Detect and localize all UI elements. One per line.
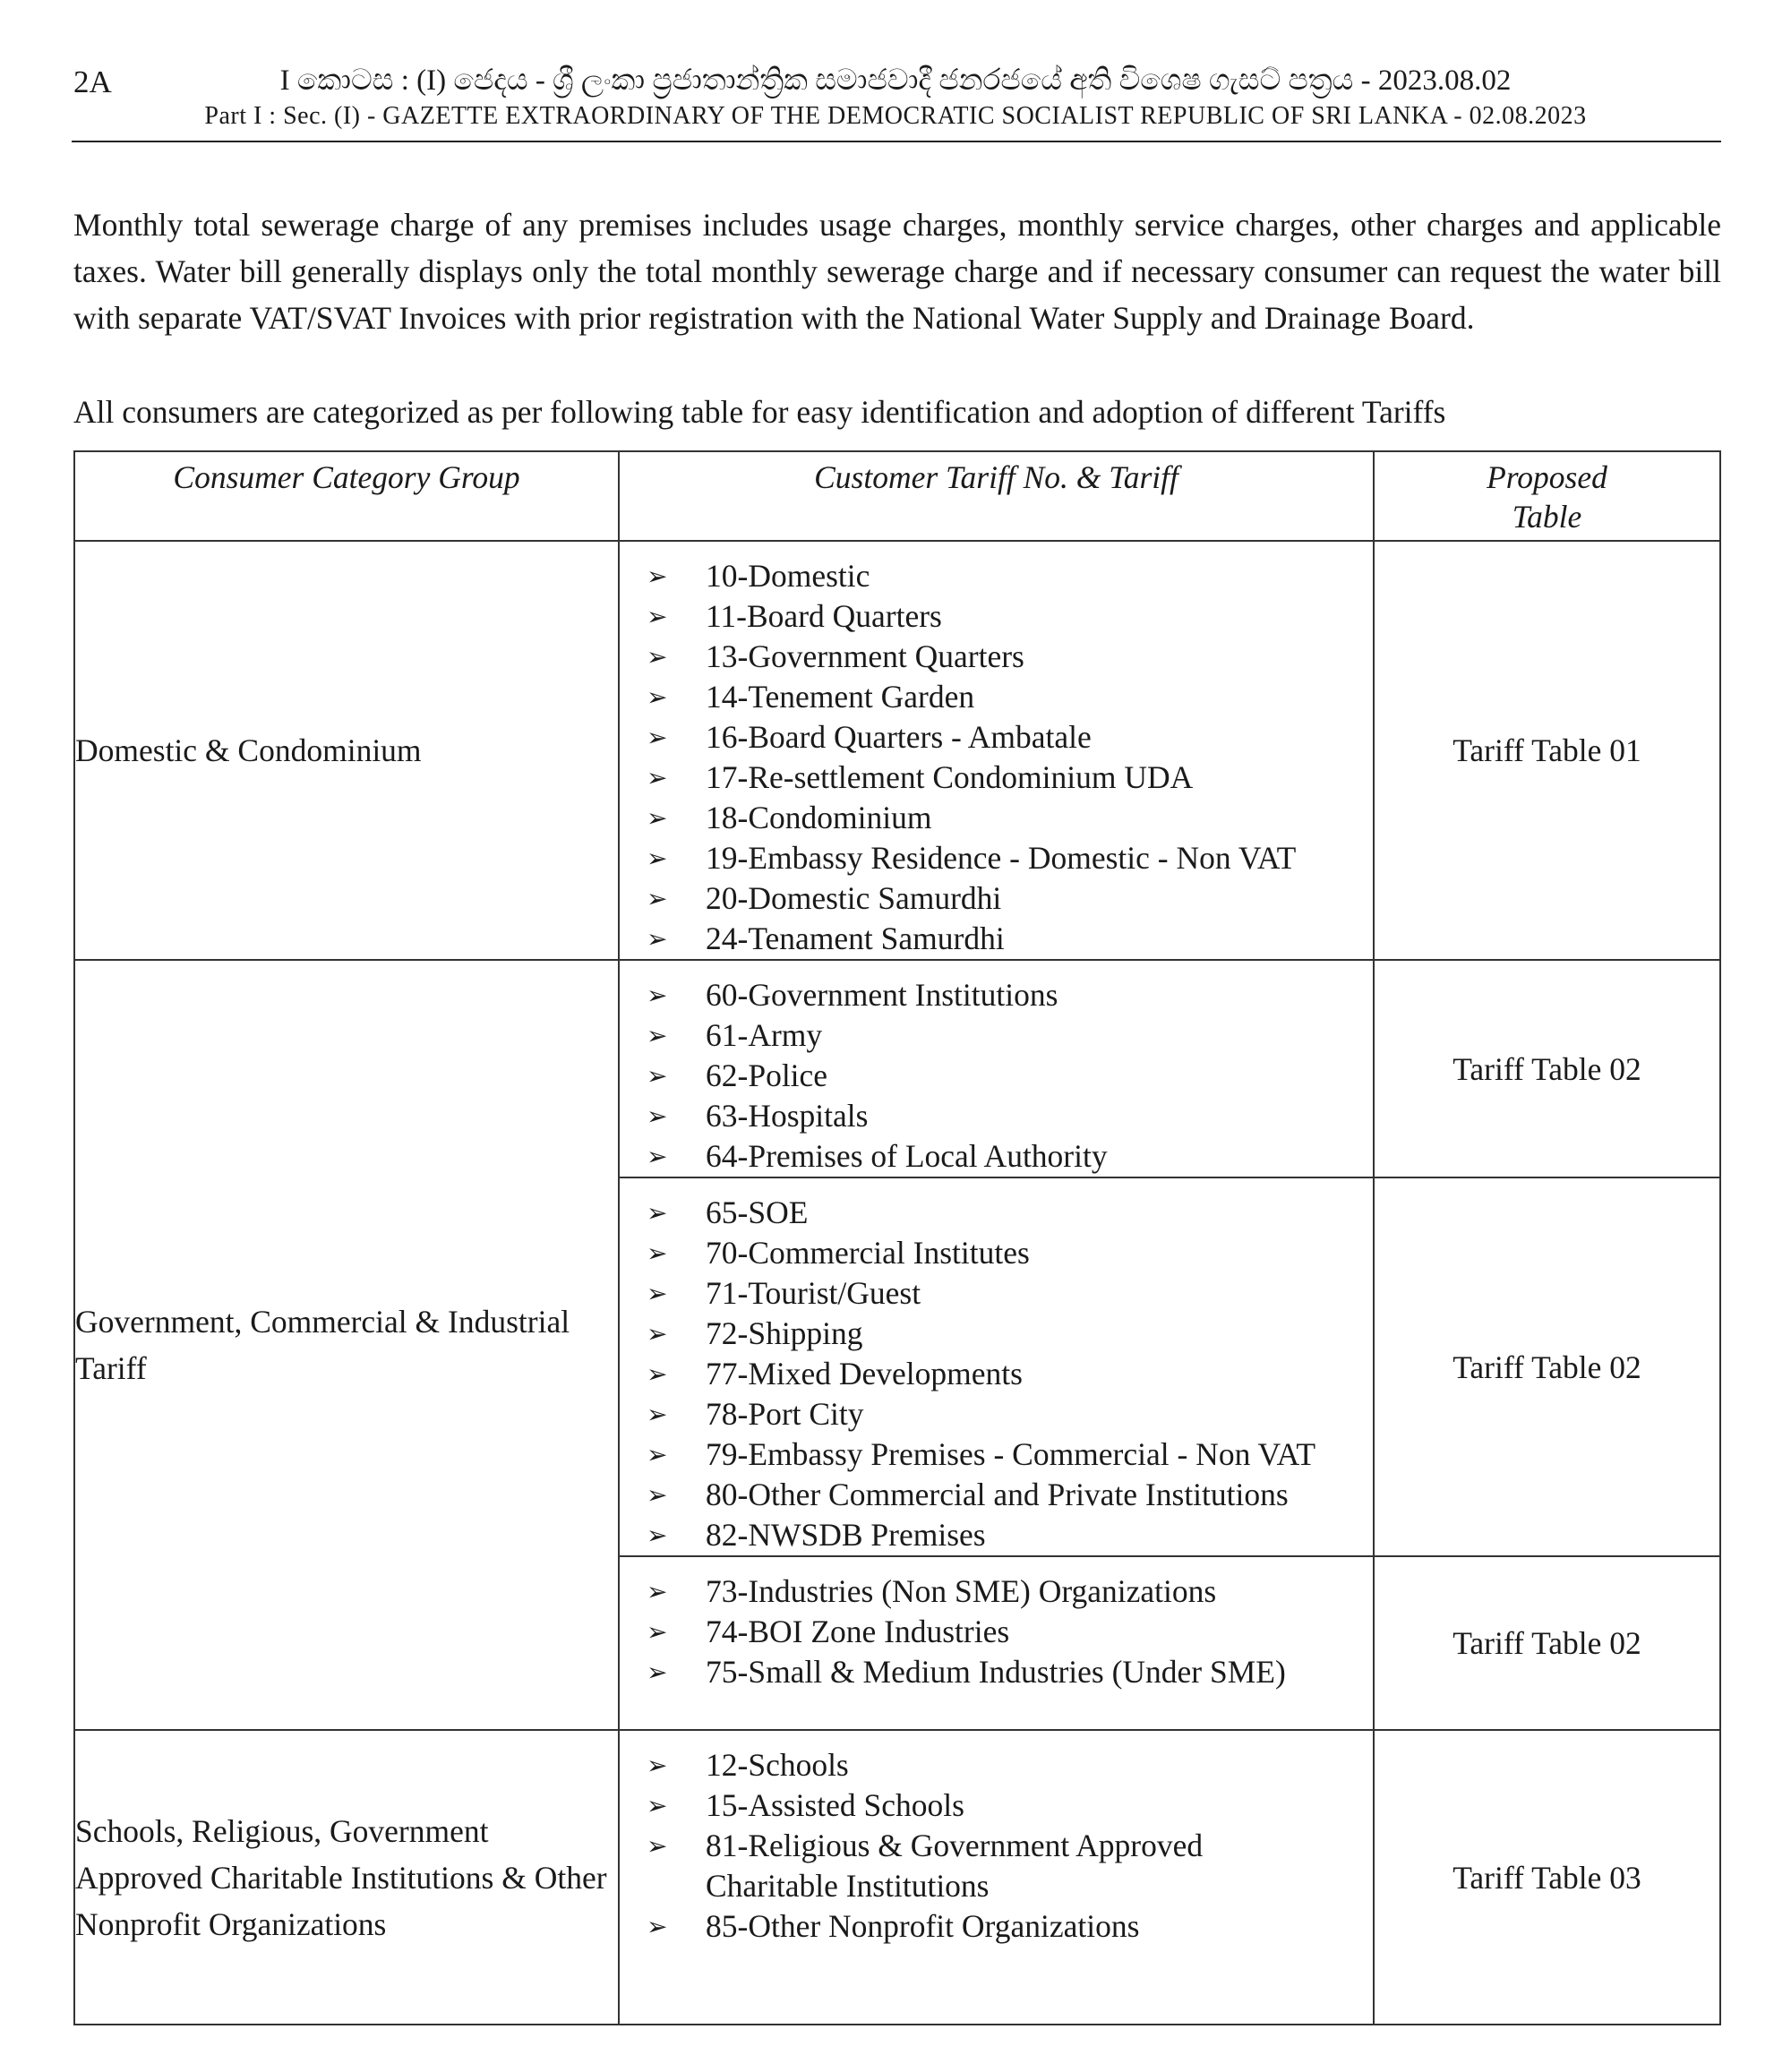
proposed-table-cell: Tariff Table 02: [1374, 960, 1720, 1177]
tariff-list: [619, 1730, 1374, 2025]
list-item: ➢ 85-Other Nonprofit Organizations: [620, 1906, 1373, 1947]
arrow-bullet-icon: ➢: [647, 884, 668, 913]
list-item: ➢ 79-Embassy Premises - Commercial - Non VAT: [620, 1434, 1373, 1475]
tariff-list: [619, 960, 1374, 1177]
list-item: ➢ 18-Condominium: [620, 798, 1373, 838]
list-item: ➢ 75-Small & Medium Industries (Under SME): [620, 1652, 1373, 1692]
list-item: ➢ 81-Religious & Government Approved Charitable Institutions: [620, 1826, 1373, 1906]
arrow-bullet-icon: ➢: [647, 1440, 668, 1469]
header-proposed-table: Proposed Table: [1374, 451, 1720, 541]
table-row: [74, 1730, 1720, 2025]
arrow-bullet-icon: ➢: [647, 1751, 668, 1780]
list-item: ➢ 73-Industries (Non SME) Organizations: [620, 1571, 1373, 1612]
list-item: ➢ 12-Schools: [620, 1745, 1373, 1785]
proposed-table-cell: Tariff Table 03: [1374, 1730, 1720, 2025]
list-item: ➢ 71-Tourist/Guest: [620, 1273, 1373, 1314]
list-item: ➢ 19-Embassy Residence - Domestic - Non VAT: [620, 838, 1373, 878]
list-item: ➢ 24-Tenament Samurdhi: [620, 919, 1373, 959]
list-item: ➢ 61-Army: [620, 1015, 1373, 1056]
list-item: ➢ 11-Board Quarters: [620, 596, 1373, 637]
group-government-commercial-industrial: Government, Commercial & Industrial Tariff: [74, 960, 619, 1730]
arrow-bullet-icon: ➢: [647, 723, 668, 752]
list-item: ➢ 60-Government Institutions: [620, 975, 1373, 1015]
arrow-bullet-icon: ➢: [647, 1617, 668, 1647]
arrow-bullet-icon: ➢: [647, 924, 668, 954]
arrow-bullet-icon: ➢: [647, 1791, 668, 1820]
list-item: ➢ 62-Police: [620, 1056, 1373, 1096]
arrow-bullet-icon: ➢: [647, 1198, 668, 1228]
proposed-table-cell: Tariff Table 02: [1374, 1177, 1720, 1556]
arrow-bullet-icon: ➢: [647, 1238, 668, 1268]
intro-paragraph: Monthly total sewerage charge of any premises includes usage charges, monthly service charges, other charges and applicable taxes. Water bill generally displays only the total monthly sewerage charge and if necessary consumer can request the water bill with separate VAT/SVAT Invoices with prior registration with the National Water Supply and Drainage Board.: [73, 206, 1721, 336]
proposed-table-cell: Tariff Table 02: [1374, 1556, 1720, 1730]
tariff-list: [619, 1556, 1374, 1730]
arrow-bullet-icon: ➢: [647, 1101, 668, 1131]
list-item: ➢ 13-Government Quarters: [620, 637, 1373, 677]
category-intro-paragraph: All consumers are categorized as per following table for easy identification and adoption of different Tariffs: [73, 393, 1446, 430]
arrow-bullet-icon: ➢: [647, 1577, 668, 1606]
arrow-bullet-icon: ➢: [647, 1480, 668, 1510]
table-header-row: [74, 451, 1720, 541]
arrow-bullet-icon: ➢: [647, 1657, 668, 1687]
group-schools-religious-nonprofit: Schools, Religious, Government Approved Charitable Institutions & Other Nonprofit Organizations: [74, 1730, 619, 2025]
list-item: ➢ 63-Hospitals: [620, 1096, 1373, 1136]
list-item: ➢ 77-Mixed Developments: [620, 1354, 1373, 1394]
arrow-bullet-icon: ➢: [647, 763, 668, 792]
page-header: [72, 57, 1719, 142]
header-english-title: Part I : Sec. (I) - GAZETTE EXTRAORDINARY OF THE DEMOCRATIC SOCIALIST REPUBLIC OF SRI LANKA - 02.08.2023: [204, 102, 1587, 130]
arrow-bullet-icon: ➢: [647, 1520, 668, 1550]
list-item: ➢ 10-Domestic: [620, 556, 1373, 596]
arrow-bullet-icon: ➢: [647, 1400, 668, 1429]
tariff-list: [619, 541, 1374, 960]
page-number: 2A: [73, 64, 112, 99]
arrow-bullet-icon: ➢: [647, 1279, 668, 1308]
header-customer-tariff: Customer Tariff No. & Tariff: [619, 451, 1374, 541]
arrow-bullet-icon: ➢: [647, 803, 668, 833]
list-item: ➢ 15-Assisted Schools: [620, 1785, 1373, 1826]
list-item: ➢ 80-Other Commercial and Private Institutions: [620, 1475, 1373, 1515]
arrow-bullet-icon: ➢: [647, 1021, 668, 1050]
arrow-bullet-icon: ➢: [647, 843, 668, 873]
arrow-bullet-icon: ➢: [647, 682, 668, 712]
arrow-bullet-icon: ➢: [647, 1912, 668, 1941]
list-item: ➢ 78-Port City: [620, 1394, 1373, 1434]
proposed-table-cell: Tariff Table 01: [1374, 541, 1720, 960]
header-sinhala-title: I කොටස : (I) ජෙදය - ශ්‍රී ලංකා ප්‍රජාතාන්ත්‍රික සමාජවාදී ජනරජයේ අති විශෙෂ ගැසට් පත්‍රය - 2023.08.02: [279, 64, 1512, 97]
arrow-bullet-icon: ➢: [647, 602, 668, 631]
list-item: ➢ 14-Tenement Garden: [620, 677, 1373, 717]
list-item: ➢ 82-NWSDB Premises: [620, 1515, 1373, 1555]
header-rule: [72, 141, 1721, 142]
arrow-bullet-icon: ➢: [647, 1359, 668, 1389]
arrow-bullet-icon: ➢: [647, 1061, 668, 1091]
list-item: ➢ 72-Shipping: [620, 1314, 1373, 1354]
group-domestic-condominium: Domestic & Condominium: [74, 541, 619, 960]
list-item: ➢ 16-Board Quarters - Ambatale: [620, 717, 1373, 758]
arrow-bullet-icon: ➢: [647, 642, 668, 672]
tariff-category-table: [73, 450, 1721, 2025]
list-item-continuation: Charitable Institutions: [706, 1868, 990, 1904]
table-row: [74, 960, 1720, 1177]
arrow-bullet-icon: ➢: [647, 561, 668, 591]
list-item: ➢ 20-Domestic Samurdhi: [620, 878, 1373, 919]
arrow-bullet-icon: ➢: [647, 1142, 668, 1171]
arrow-bullet-icon: ➢: [647, 980, 668, 1010]
tariff-list: [619, 1177, 1374, 1556]
list-item: ➢ 64-Premises of Local Authority: [620, 1136, 1373, 1177]
arrow-bullet-icon: ➢: [647, 1319, 668, 1349]
arrow-bullet-icon: ➢: [647, 1831, 668, 1861]
list-item: ➢ 70-Commercial Institutes: [620, 1233, 1373, 1273]
header-consumer-category-group: Consumer Category Group: [74, 451, 619, 541]
table-row: [74, 541, 1720, 960]
list-item: ➢ 65-SOE: [620, 1193, 1373, 1233]
list-item: ➢ 74-BOI Zone Industries: [620, 1612, 1373, 1652]
list-item: ➢ 17-Re-settlement Condominium UDA: [620, 758, 1373, 798]
